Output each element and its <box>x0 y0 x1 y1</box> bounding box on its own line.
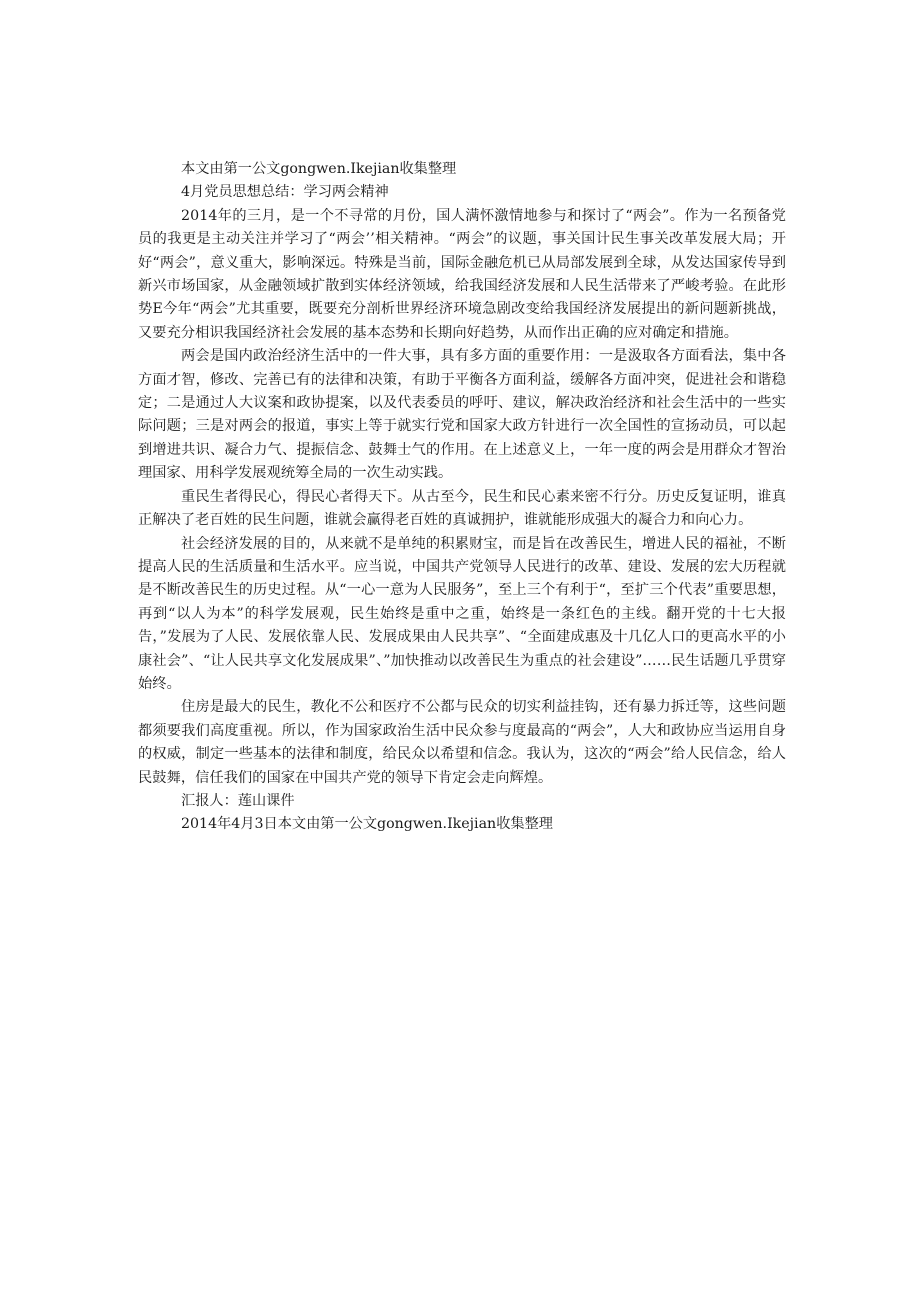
reporter-line: 汇报人：莲山课件 <box>181 792 295 809</box>
footer-line: 2014年4月3日本文由第一公文gongwen.Ikejian收集整理 <box>181 816 553 833</box>
source-note: 本文由第一公文gongwen.Ikejian收集整理 <box>181 161 457 177</box>
paragraph-3: 重民生者得民心，得民心者得天下。从古至今，民生和民心素来密不行分。历史反复证明，谁真正解决了老百姓的民生问题，谁就会赢得老百姓的真诚拥护，谁就能形成强大的凝合力和向心力。 <box>138 488 786 529</box>
paragraph-5: 住房是最大的民生，教化不公和医疗不公都与民众的切实利益挂钩，还有暴力拆迁等，这些问题都须要我们高度重视。所以，作为国家政治生活中民众参与度最高的“两会”，人大和政协应当运用自身的权威，制定一些基本的法律和制度，给民众以希望和信念。我认为，这次的“两会”给人民信念，给人民鼓舞，信任我们的国家在中国共产党的领导下肯定会走向辉煌。 <box>138 699 786 786</box>
paragraph-2: 两会是国内政治经济生活中的一件大事，具有多方面的重要作用：一是汲取各方面看法，集中各方面才智，修改、完善已有的法律和决策，有助于平衡各方面利益，缓解各方面冲突，促进社会和谐稳定；二是通过人大议案和政协提案，以及代表委员的呼吁、建议，解决政治经济和社会生活中的一些实际问题；三是对两会的报道，事实上等于就实行党和国家大政方针进行一次全国性的宣扬动员，可以起到增进共识、凝合力气、提振信念、鼓舞士气的作用。在上述意义上，一年一度的两会是用群众才智治理国家、用科学发展观统筹全局的一次生动实践。 <box>138 348 786 482</box>
document-page <box>138 158 786 837</box>
document-title: 4月党员思想总结：学习两会精神 <box>181 184 389 201</box>
paragraph-4: 社会经济发展的目的，从来就不是单纯的积累财宝，而是旨在改善民生，增进人民的福祉，不断提高人民的生活质量和生活水平。应当说，中国共产党领导人民进行的改革、建设、发展的宏大历程就是不断改善民生的历史过程。从“一心一意为人民服务”，至上三个有利于“，至扩三个代表”重要思想，再到“以人为本”的科学发展观，民生始终是重中之重，始终是一条红色的主线。翻开党的十七大报告，”发展为了人民、发展依靠人民、发展成果由人民共享”、“全面建成惠及十几亿人口的更高水平的小康社会”、“让人民共享文化发展成果”、”加快推动以改善民生为重点的社会建设”……民生话题几乎贯穿始终。 <box>138 535 786 692</box>
paragraph-1: 2014年的三月，是一个不寻常的月份，国人满怀激情地参与和探讨了“两会”。作为一名预备党员的我更是主动关注并学习了“两会’’相关精神。“两会”的议题，事关国计民生事关改革发展大局；开好“两会”，意义重大，影响深远。特殊是当前，国际金融危机已从局部发展到全球，从发达国家传导到新兴市场国家，从金融领域扩散到实体经济领域，给我国经济发展和人民生活带来了严峻考验。在此形势E今年“两会”尤其重要，既要充分剖析世界经济环境急剧改变给我国经济发展提出的新问题新挑战，又要充分相识我国经济社会发展的基本态势和长期向好趋势，从而作出正确的应对确定和措施。 <box>138 207 786 341</box>
